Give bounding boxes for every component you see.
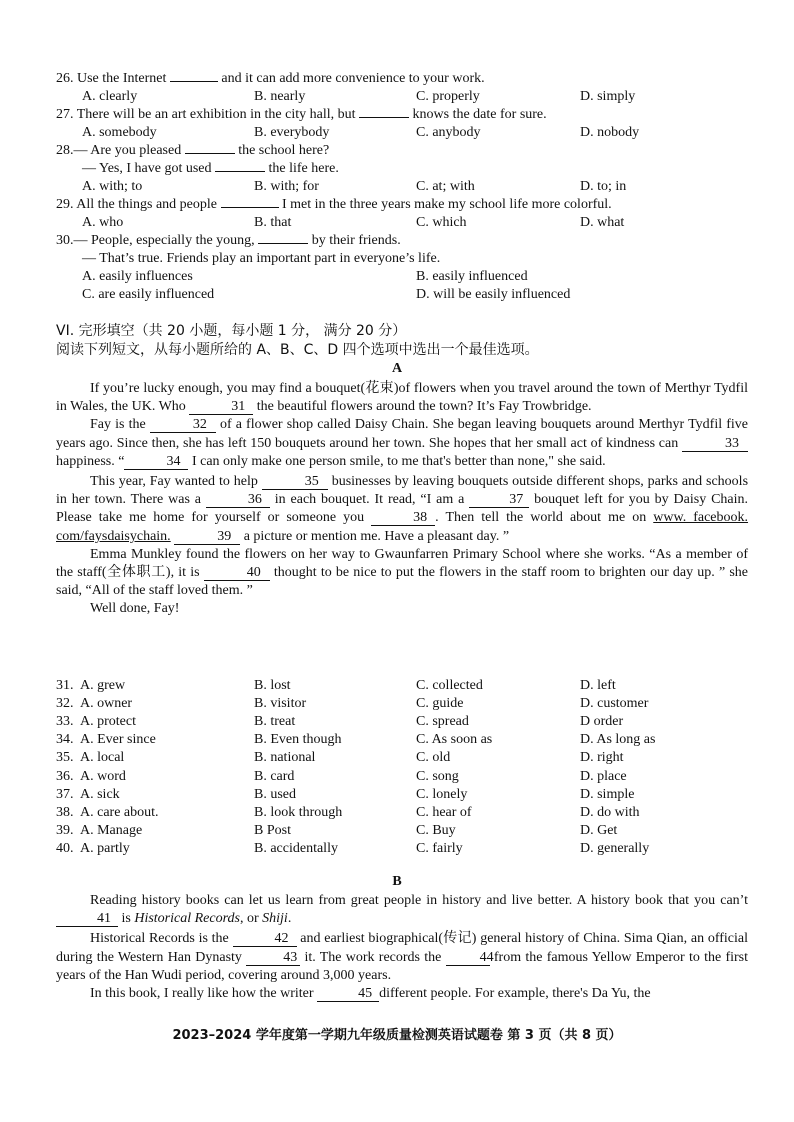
passage-b-label: B [392, 874, 402, 889]
option-d: D. place [580, 768, 627, 784]
option-c: C. at; with [416, 179, 475, 194]
blank-37: 37 [469, 492, 529, 508]
blank-43: 43 [246, 950, 300, 966]
option-b: B. used [254, 786, 296, 802]
option-c: C. which [416, 215, 467, 230]
option-row-number: 36. [56, 768, 74, 784]
blank-41: 41 [56, 911, 118, 927]
option-d: D. simple [580, 786, 635, 802]
blank [359, 117, 409, 118]
question-30: 30.— People, especially the young, by their friends. [56, 233, 401, 248]
option-a: A. protect [80, 714, 136, 730]
option-b: B. easily influenced [416, 269, 528, 284]
passage-b: Reading history books can let us learn from great people in history and live better. A history book that you can’t 41 is Historical Records, or Shiji. Historical Records is the 42 and earliest biographical(传记) general history of China. Sima Qian, an official during the Western Han Dynasty 43 it. The work records the 44 from the famous Yellow Emperor to the first years of the Han Wudi period, covering around 3,000 years. In this book, I really like how the writer 45 different people. For example, there's Da Yu, the [56, 893, 749, 1002]
blank [258, 243, 308, 244]
blank-45: 45 [317, 986, 379, 1002]
option-row-number: 33. [56, 714, 74, 730]
option-d: D. As long as [580, 732, 656, 748]
option-row-number: 40. [56, 840, 74, 856]
blank-40: 40 [204, 565, 270, 581]
option-a: A. with; to [82, 179, 143, 194]
page-footer: 2023–2024 学年度第一学期九年级质量检测英语试题卷 第 3 页（共 8 页） [172, 1028, 622, 1043]
option-a: A. easily influences [82, 269, 193, 284]
option-d: D. simply [580, 89, 636, 104]
option-c: C. fairly [416, 840, 463, 856]
option-a: A. who [82, 215, 124, 230]
option-d: D. to; in [580, 179, 627, 194]
option-a: A. owner [80, 696, 133, 712]
blank-35: 35 [262, 474, 328, 490]
blank-36: 36 [206, 492, 270, 508]
question-26: 26. Use the Internet and it can add more convenience to your work. [56, 71, 485, 86]
section-heading: VI. 完形填空（共 20 小题，每小题 1 分， 满分 20 分） [56, 323, 407, 339]
option-c: C. As soon as [416, 732, 493, 748]
option-a: A. word [80, 768, 126, 784]
option-a: A. clearly [82, 89, 138, 104]
blank-34: 34 [124, 454, 188, 470]
option-c: C. anybody [416, 125, 481, 140]
blank-38: 38 [371, 510, 435, 526]
blank-44: 44 [446, 950, 490, 966]
blank [215, 171, 265, 172]
option-b: B. with; for [254, 179, 319, 194]
blank [185, 153, 235, 154]
option-d: D. Get [580, 822, 618, 838]
option-c: C. guide [416, 696, 464, 712]
option-d: D. nobody [580, 125, 640, 140]
option-a: A. partly [80, 840, 130, 856]
option-a: A. Manage [80, 822, 143, 838]
passage-a-label: A [391, 361, 403, 376]
question-28-reply: — Yes, I have got used the life here. [82, 161, 339, 176]
question-28: 28.— Are you pleased the school here? [56, 143, 330, 158]
option-c: C. spread [416, 714, 469, 730]
option-c: C. are easily influenced [82, 287, 215, 302]
option-row-number: 31. [56, 678, 74, 693]
option-d: D. what [580, 215, 625, 230]
option-a: A. grew [80, 678, 126, 693]
option-c: C. lonely [416, 786, 468, 802]
facebook-url[interactable]: www. facebook. com/faysdaisychain. [56, 510, 749, 544]
passage-a: If you’re lucky enough, you may find a bouquet(花束)of flowers when you travel around the town of Merthyr Tydfil in Wales, the UK. Who 31 the beautiful flowers around the town? It’s Fay Trowbridge. Fay is the 32 of a flower shop called Daisy Chain. She began leaving bouquets around Merthyr Tydfil five years ago. Since then, she has left 150 bouquets around her town. She hopes that her small act of kindness can 33 happiness. “ 34 I can only make one person smile, to me that's better than none," she said. This year, Fay wanted to help 35 businesses by leaving bouquets outside different shops, parks and schools in her town. There was a 36 in each bouquet. It read, “I am a 37 bouquet left for you by Daisy Chain. Please take me home for yourself or someone you 38 . Then tell the world about me on www. facebook. com/faysdaisychain. 39 a picture or mention me. Have a pleasant day. ” Emma Munkley found the flowers on her way to Gwaunfarren Primary School where she works. “As a member of the staff(全体职工), it is 40 thought to be nice to put the flowers in the staff room to brighten our day up. ” she said, “All of the staff loved them. ” Well done, Fay! [56, 380, 748, 619]
option-row-number: 39. [56, 822, 74, 838]
option-row-number: 38. [56, 804, 74, 820]
option-b: B. treat [254, 714, 296, 730]
option-b: B. everybody [254, 125, 330, 140]
option-a: A. Ever since [80, 732, 156, 748]
option-d: D. will be easily influenced [416, 287, 571, 302]
option-d: D. generally [580, 840, 650, 856]
section-instruction: 阅读下列短文，从每小题所给的 A、B、C、D 四个选项中选出一个最佳选项。 [56, 342, 539, 358]
option-b: B. Even though [254, 732, 342, 748]
option-b: B. visitor [254, 696, 307, 712]
option-b: B. that [254, 215, 292, 230]
option-c: C. properly [416, 89, 480, 104]
option-c: C. collected [416, 678, 483, 693]
question-30-reply: — That’s true. Friends play an important part in everyone’s life. [82, 251, 441, 266]
option-a: A. care about. [80, 804, 159, 820]
option-a: A. sick [80, 786, 120, 802]
blank-31: 31 [189, 399, 253, 415]
option-d: D. left [580, 678, 616, 693]
option-row-number: 32. [56, 696, 74, 712]
option-b: B. look through [254, 804, 343, 820]
option-c: C. Buy [416, 822, 456, 838]
option-d: D. do with [580, 804, 640, 820]
option-b: B. card [254, 768, 295, 784]
option-b: B. nearly [254, 89, 306, 104]
blank [221, 207, 279, 208]
option-c: C. song [416, 768, 459, 784]
option-b: B. accidentally [254, 840, 338, 856]
option-row-number: 35. [56, 750, 74, 766]
blank-42: 42 [233, 931, 297, 947]
option-d: D order [580, 714, 624, 730]
option-b: B. national [254, 750, 316, 766]
option-a: A. somebody [82, 125, 157, 140]
option-b: B. lost [254, 678, 291, 693]
question-27: 27. There will be an art exhibition in the city hall, but knows the date for sure. [56, 107, 547, 122]
option-row-number: 34. [56, 732, 74, 748]
option-a: A. local [80, 750, 125, 766]
blank [170, 81, 218, 82]
closing-line: Well done, Fay! [90, 601, 180, 617]
question-29: 29. All the things and people I met in the three years make my school life more colorful. [56, 197, 612, 212]
option-c: C. hear of [416, 804, 472, 820]
option-c: C. old [416, 750, 451, 766]
blank-32: 32 [150, 417, 216, 433]
blank-33: 33 [682, 436, 748, 452]
blank-39: 39 [174, 529, 240, 545]
option-row-number: 37. [56, 786, 74, 802]
option-d: D. customer [580, 696, 649, 712]
option-d: D. right [580, 750, 624, 766]
option-b: B Post [254, 822, 291, 838]
